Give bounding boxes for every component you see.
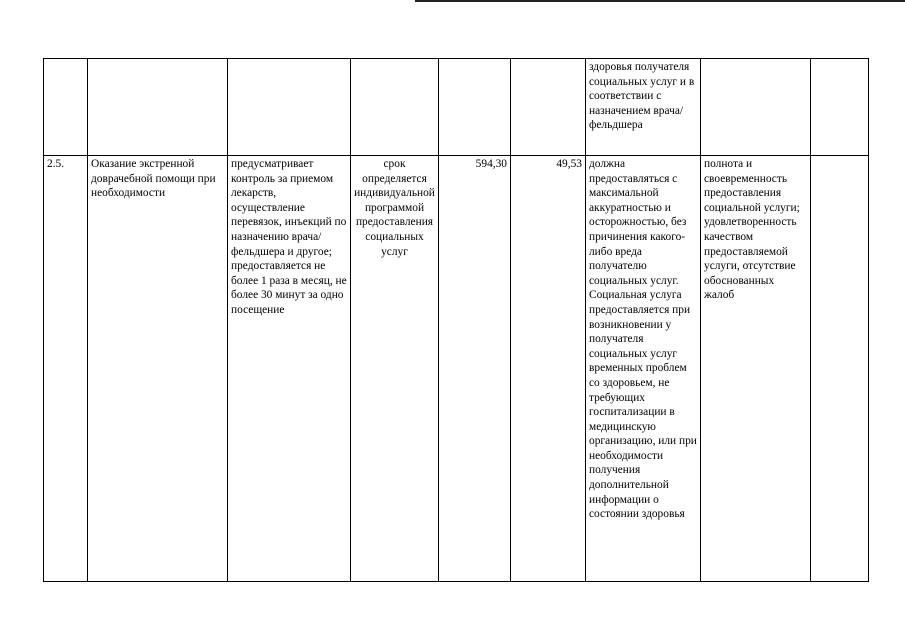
cell-description: предусматривает контроль за приемом лекарств, осуществление перевязок, инъекций по назначению врача/фельдшера и другое; предоставляется не более 1 раза в месяц, не более 30 минут за одно посещение: [228, 156, 351, 582]
cell-tariff: 594,30: [439, 156, 511, 582]
cell-quality: полнота и своевременность предоставления социальной услуги; удовлетворенность качеством предоставляемой услуги, отсутствие обоснованных жалоб: [701, 156, 811, 582]
table-row-continuation: [44, 59, 869, 156]
cell-service-name: [88, 59, 228, 156]
services-table: [43, 58, 869, 582]
cell-extra: [811, 59, 869, 156]
cell-cost: [511, 59, 586, 156]
cell-description: [228, 59, 351, 156]
cell-conditions: здоровья получателя социальных услуг и в соответствии с назначением врача/фельдшера: [586, 59, 701, 156]
table-row-service-2-5: [44, 156, 869, 582]
cell-service-name: Оказание экстренной доврачебной помощи при необходимости: [88, 156, 228, 582]
cell-quality: [701, 59, 811, 156]
cell-tariff: [439, 59, 511, 156]
cell-extra: [811, 156, 869, 582]
cell-term: [351, 59, 439, 156]
cell-number: [44, 59, 88, 156]
cell-term: срок определяется индивидуальной программой предоставления социальных услуг: [351, 156, 439, 582]
cell-number: 2.5.: [44, 156, 88, 582]
scan-edge-line: [415, 0, 905, 2]
cell-cost: 49,53: [511, 156, 586, 582]
cell-conditions: должна предоставляться с максимальной аккуратностью и осторожностью, без причинения какого-либо вреда получателю социальных услуг. Социальная услуга предоставляется при возникновении у получателя социальных услуг временных проблем со здоровьем, не требующих госпитализации в медицинскую организацию, или при необходимости получения дополнительной информации о состоянии здоровья: [586, 156, 701, 582]
